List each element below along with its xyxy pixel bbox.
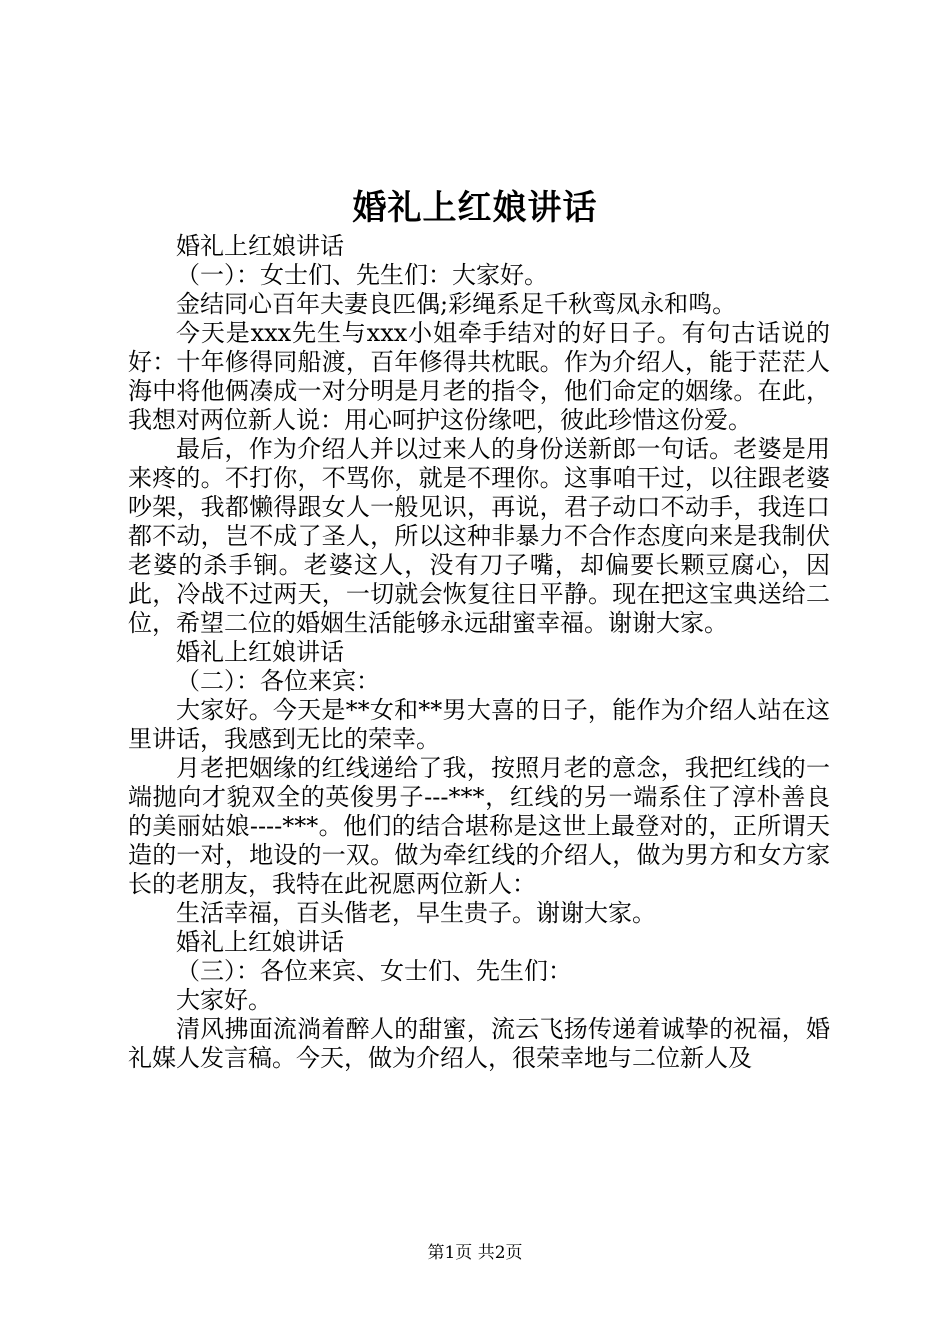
paragraph: 婚礼上红娘讲话: [176, 232, 344, 260]
paragraph: （三）：各位来宾、女士们、先生们：: [176, 957, 572, 985]
paragraph: 清风拂面流淌着醉人的甜蜜，流云飞扬传递着诚挚的祝福，婚礼媒人发言稿。今天，做为介绍人，很荣幸地与二位新人及: [128, 1015, 830, 1072]
document-body: [128, 232, 830, 1073]
paragraph: （一）：女士们、先生们：大家好。: [176, 261, 548, 289]
paragraph: 生活幸福，百头偕老，早生贵子。谢谢大家。: [176, 899, 656, 927]
paragraph: 最后，作为介绍人并以过来人的身份送新郎一句话。老婆是用来疼的。不打你，不骂你，就是不理你。这事咱干过，以往跟老婆吵架，我都懒得跟女人一般见识，再说，君子动口不动手，我连口都不动，岂不成了圣人，所以这种非暴力不合作态度向来是我制伏老婆的杀手锏。老婆这人，没有刀子嘴，却偏要长颗豆腐心，因此，冷战不过两天，一切就会恢复往日平静。现在把这宝典送给二位，希望二位的婚姻生活能够永远甜蜜幸福。谢谢大家。: [128, 435, 830, 637]
paragraph: 金结同心百年夫妻良匹偶;彩绳系足千秋鸾凤永和鸣。: [176, 290, 737, 318]
paragraph: 大家好。: [176, 986, 272, 1014]
page-footer: 第1页 共2页: [427, 1243, 523, 1263]
paragraph: 今天是xxx先生与xxx小姐牵手结对的好日子。有句古话说的好：十年修得同船渡，百年修得共枕眠。作为介绍人，能于茫茫人海中将他俩凑成一对分明是月老的指令，他们命定的姻缘。在此，我想对两位新人说：用心呵护这份缘吧，彼此珍惜这份爱。: [128, 319, 830, 434]
paragraph: 婚礼上红娘讲话: [176, 638, 344, 666]
paragraph: 月老把姻缘的红线递给了我，按照月老的意念，我把红线的一端抛向才貌双全的英俊男子---***，红线的另一端系住了淳朴善良的美丽姑娘----***。他们的结合堪称是这世上最登对的，正所谓天造的一对，地设的一双。做为牵红线的介绍人，做为男方和女方家长的老朋友，我特在此祝愿两位新人：: [128, 754, 830, 898]
document-title: 婚礼上红娘讲话: [352, 188, 598, 228]
paragraph: 婚礼上红娘讲话: [176, 928, 344, 956]
paragraph: （二）：各位来宾：: [176, 667, 380, 695]
paragraph: 大家好。今天是**女和**男大喜的日子，能作为介绍人站在这里讲话，我感到无比的荣幸。: [128, 696, 830, 753]
